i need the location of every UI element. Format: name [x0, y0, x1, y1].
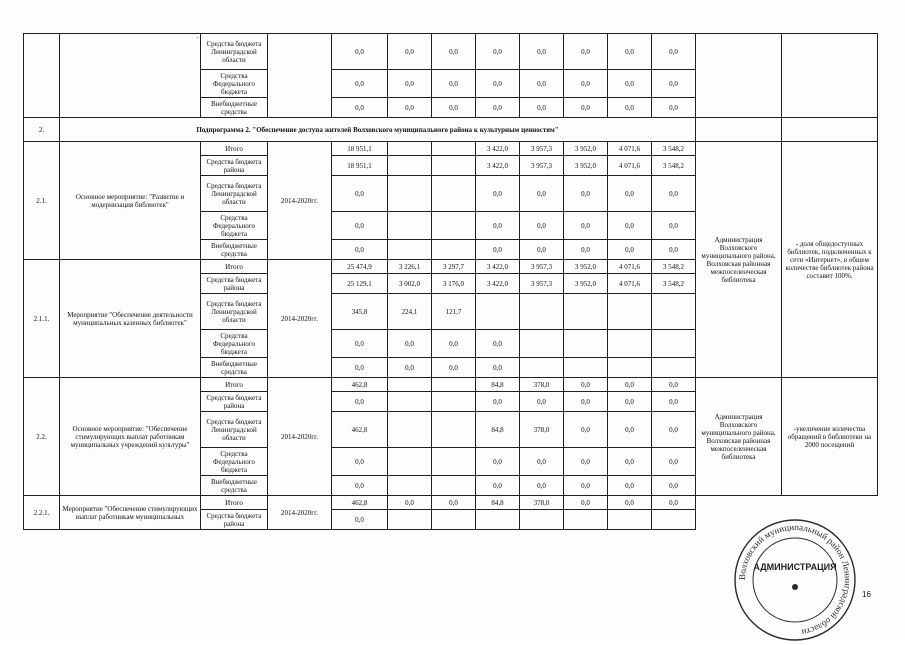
value-cell: 0,0 [520, 392, 564, 412]
source-total: Итого [201, 142, 268, 156]
value-cell: 3 422,0 [476, 260, 520, 274]
source-federal: Средства Федерального бюджета [201, 212, 268, 240]
value-cell: 0,0 [652, 34, 696, 70]
value-cell: 0,0 [652, 378, 696, 392]
value-cell: 0,0 [388, 496, 432, 510]
value-cell: 0,0 [608, 70, 652, 98]
value-cell [432, 240, 476, 260]
value-cell: 0,0 [332, 476, 388, 496]
value-cell: 3 422,0 [476, 142, 520, 156]
value-cell: 0,0 [476, 176, 520, 212]
value-cell [388, 412, 432, 448]
value-cell: 0,0 [652, 98, 696, 118]
value-cell: 0,0 [520, 176, 564, 212]
source-region: Средства бюджета Ленинградской области [201, 176, 268, 212]
block-code: 2.1. [24, 142, 60, 260]
value-cell: 4 071,6 [608, 260, 652, 274]
value-cell: 3 422,0 [476, 274, 520, 294]
value-cell [388, 176, 432, 212]
official-stamp [730, 515, 860, 645]
value-cell: 0,0 [476, 392, 520, 412]
value-cell: 0,0 [332, 448, 388, 476]
value-cell [520, 510, 564, 530]
value-cell: 0,0 [476, 240, 520, 260]
value-cell: 0,0 [564, 378, 608, 392]
value-cell: 0,0 [432, 330, 476, 358]
value-cell [520, 358, 564, 378]
value-cell: 0,0 [332, 34, 388, 70]
value-cell [564, 330, 608, 358]
value-cell: 3 957,3 [520, 142, 564, 156]
value-cell: 0,0 [332, 240, 388, 260]
value-cell [432, 392, 476, 412]
value-cell [520, 330, 564, 358]
value-cell [652, 294, 696, 330]
value-cell: 3 422,0 [476, 156, 520, 176]
bullet-mark: · [196, 34, 199, 42]
value-cell: 0,0 [652, 412, 696, 448]
value-cell [564, 358, 608, 378]
value-cell: 0,0 [608, 476, 652, 496]
value-cell: 4 071,6 [608, 142, 652, 156]
value-cell: 378,0 [520, 412, 564, 448]
empty-code-cell [24, 34, 60, 118]
value-cell: 3 002,0 [388, 274, 432, 294]
stamp-ring-text: Волховский муниципальный район Ленинградской области [736, 521, 854, 638]
value-cell [608, 510, 652, 530]
value-cell: 0,0 [608, 98, 652, 118]
value-cell: 0,0 [476, 212, 520, 240]
value-cell: 4 071,6 [608, 156, 652, 176]
page-number: 16 [862, 590, 871, 599]
value-cell: 0,0 [652, 240, 696, 260]
value-cell: 3 952,0 [564, 274, 608, 294]
source-cell: Внебюджетные средства [201, 98, 268, 118]
value-cell [388, 212, 432, 240]
value-cell: 0,0 [476, 476, 520, 496]
value-cell: 462,8 [332, 378, 388, 392]
value-cell: 0,0 [432, 98, 476, 118]
value-cell: 0,0 [388, 358, 432, 378]
value-cell: 3 952,0 [564, 142, 608, 156]
value-cell: 0,0 [608, 378, 652, 392]
budget-table [23, 33, 878, 530]
value-cell: 0,0 [564, 212, 608, 240]
value-cell: 84,8 [476, 496, 520, 510]
value-cell [564, 510, 608, 530]
block-code: 2.2. [24, 378, 60, 496]
value-cell: 3 548,2 [652, 156, 696, 176]
value-cell: 462,8 [332, 496, 388, 510]
value-cell: 0,0 [476, 34, 520, 70]
value-cell [388, 448, 432, 476]
block-code: 2.1.1. [24, 260, 60, 378]
value-cell: 0,0 [564, 392, 608, 412]
value-cell [432, 412, 476, 448]
value-cell [652, 330, 696, 358]
value-cell [608, 358, 652, 378]
period-cell [268, 34, 332, 118]
value-cell [608, 294, 652, 330]
value-cell: 18 951,1 [332, 156, 388, 176]
value-cell: 0,0 [652, 496, 696, 510]
value-cell [388, 476, 432, 496]
value-cell: 378,0 [520, 378, 564, 392]
period-cell: 2014-2020гг. [268, 142, 332, 260]
source-cell: Средства бюджета Ленинградской области [201, 34, 268, 70]
value-cell: 0,0 [432, 496, 476, 510]
value-cell: 0,0 [332, 176, 388, 212]
value-cell: 0,0 [520, 476, 564, 496]
value-cell: 0,0 [564, 412, 608, 448]
value-cell: 0,0 [608, 212, 652, 240]
value-cell: 224,1 [388, 294, 432, 330]
block-name: Основное мероприятие: "Развитие и модернизация библиотек" [60, 142, 201, 260]
value-cell: 18 951,1 [332, 142, 388, 156]
value-cell: 0,0 [608, 448, 652, 476]
block-name: Мероприятие "Обеспечение стимулирующих выплат работникам муниципальных [60, 496, 201, 530]
value-cell: 0,0 [652, 176, 696, 212]
indicator-cell [782, 34, 878, 118]
value-cell: 0,0 [332, 358, 388, 378]
value-cell: 0,0 [564, 240, 608, 260]
value-cell: 0,0 [520, 34, 564, 70]
value-cell [564, 294, 608, 330]
value-cell: 0,0 [476, 358, 520, 378]
value-cell [432, 378, 476, 392]
value-cell: 0,0 [652, 212, 696, 240]
period-cell: 2014-2020гг. [268, 378, 332, 496]
responsible-cell [696, 34, 782, 118]
value-cell [432, 156, 476, 176]
value-cell: 3 226,1 [388, 260, 432, 274]
value-cell: 121,7 [432, 294, 476, 330]
value-cell: 0,0 [564, 496, 608, 510]
value-cell: 0,0 [388, 70, 432, 98]
value-cell [388, 142, 432, 156]
value-cell: 462,8 [332, 412, 388, 448]
value-cell [608, 330, 652, 358]
value-cell: 0,0 [564, 34, 608, 70]
source-cell: Средства Федерального бюджета [201, 70, 268, 98]
value-cell [432, 176, 476, 212]
value-cell: 0,0 [332, 98, 388, 118]
value-cell [432, 212, 476, 240]
value-cell: 0,0 [520, 212, 564, 240]
value-cell: 0,0 [564, 476, 608, 496]
value-cell [476, 294, 520, 330]
value-cell [652, 358, 696, 378]
value-cell [388, 392, 432, 412]
value-cell: 0,0 [608, 240, 652, 260]
value-cell: 0,0 [432, 358, 476, 378]
value-cell: 0,0 [564, 448, 608, 476]
value-cell: 0,0 [332, 510, 388, 530]
value-cell: 3 952,0 [564, 156, 608, 176]
value-cell: 3 957,3 [520, 156, 564, 176]
value-cell: 0,0 [608, 496, 652, 510]
value-cell: 0,0 [388, 98, 432, 118]
value-cell [388, 378, 432, 392]
value-cell: 0,0 [332, 70, 388, 98]
value-cell [652, 510, 696, 530]
source-region: Средства бюджета Ленинградской области [201, 412, 268, 448]
period-cell: 2014-2020гг. [268, 496, 332, 530]
empty-cell [696, 118, 782, 142]
source-extra: Внебюджетные средства [201, 240, 268, 260]
value-cell: 0,0 [476, 98, 520, 118]
period-cell: 2014-2020гг. [268, 260, 332, 378]
indicator-text: - доля общедоступных библиотек, подключенных к сети «Интернет», в общем количестве библиотек района составит 100%. [782, 142, 878, 378]
value-cell: 3 957,3 [520, 274, 564, 294]
value-cell: 378,0 [520, 496, 564, 510]
subprogram-number: 2. [24, 118, 60, 142]
value-cell: 0,0 [388, 330, 432, 358]
value-cell: 3 957,3 [520, 260, 564, 274]
block-name: Основное мероприятие: "Обеспечение стимулирующих выплат работникам муниципальных учреждений культуры" [60, 378, 201, 496]
stamp-center-text: АДМИНИСТРАЦИЯ [753, 562, 837, 572]
value-cell: 0,0 [608, 392, 652, 412]
source-federal: Средства Федерального бюджета [201, 448, 268, 476]
value-cell: 0,0 [520, 70, 564, 98]
value-cell: 0,0 [520, 240, 564, 260]
value-cell: 0,0 [476, 448, 520, 476]
block-name: Мероприятие "Обеспечение деятельности муниципальных казенных библиотек" [60, 260, 201, 378]
value-cell: 0,0 [564, 70, 608, 98]
value-cell: 0,0 [388, 34, 432, 70]
value-cell: 0,0 [652, 476, 696, 496]
source-district: Средства бюджета района [201, 392, 268, 412]
value-cell: 0,0 [608, 412, 652, 448]
value-cell: 84,8 [476, 412, 520, 448]
source-extra: Внебюджетные средства [201, 358, 268, 378]
value-cell: 0,0 [564, 98, 608, 118]
responsible-org: Администрация Волховского муниципального района, Волховская районная межпоселенческая библиотека [696, 142, 782, 378]
stamp-emblem [792, 584, 798, 590]
value-cell: 0,0 [608, 34, 652, 70]
source-extra: Внебюджетные средства [201, 476, 268, 496]
source-district: Средства бюджета района [201, 274, 268, 294]
value-cell: 3 297,7 [432, 260, 476, 274]
value-cell: 0,0 [608, 176, 652, 212]
value-cell [432, 476, 476, 496]
value-cell: 84,8 [476, 378, 520, 392]
value-cell [388, 510, 432, 530]
value-cell: 3 176,0 [432, 274, 476, 294]
value-cell: 0,0 [432, 70, 476, 98]
subprogram-title: Подпрограмма 2. "Обеспечение доступа жителей Волховского муниципального района к культурным ценностям" [60, 118, 696, 142]
value-cell: 25 474,9 [332, 260, 388, 274]
value-cell: 0,0 [476, 330, 520, 358]
value-cell: 3 952,0 [564, 260, 608, 274]
source-district: Средства бюджета района [201, 510, 268, 530]
source-district: Средства бюджета района [201, 156, 268, 176]
source-total: Итого [201, 260, 268, 274]
empty-cell [782, 118, 878, 142]
value-cell [520, 294, 564, 330]
source-total: Итого [201, 496, 268, 510]
source-federal: Средства Федерального бюджета [201, 330, 268, 358]
indicator-text: -увеличение количества обращений в библиотеки на 2000 посещений [782, 378, 878, 496]
value-cell: 0,0 [520, 448, 564, 476]
value-cell: 3 548,2 [652, 142, 696, 156]
value-cell [432, 510, 476, 530]
source-total: Итого [201, 378, 268, 392]
value-cell [388, 156, 432, 176]
value-cell: 0,0 [652, 70, 696, 98]
value-cell [432, 448, 476, 476]
value-cell: 4 071,6 [608, 274, 652, 294]
value-cell: 25 129,1 [332, 274, 388, 294]
value-cell: 0,0 [332, 212, 388, 240]
value-cell: 0,0 [432, 34, 476, 70]
value-cell: 0,0 [564, 176, 608, 212]
source-region: Средства бюджета Ленинградской области [201, 294, 268, 330]
value-cell: 0,0 [652, 392, 696, 412]
value-cell: 345,8 [332, 294, 388, 330]
value-cell: 0,0 [652, 448, 696, 476]
responsible-org: Администрация Волховского муниципального района, Волховская районная межпоселенческая библиотека [696, 378, 782, 496]
value-cell: 3 548,2 [652, 274, 696, 294]
value-cell [388, 240, 432, 260]
value-cell [476, 510, 520, 530]
value-cell: 0,0 [476, 70, 520, 98]
bullet-cell [60, 34, 201, 118]
value-cell: 0,0 [520, 98, 564, 118]
block-code: 2.2.1. [24, 496, 60, 530]
value-cell: 3 548,2 [652, 260, 696, 274]
value-cell: 0,0 [332, 392, 388, 412]
value-cell: 0,0 [332, 330, 388, 358]
value-cell [432, 142, 476, 156]
